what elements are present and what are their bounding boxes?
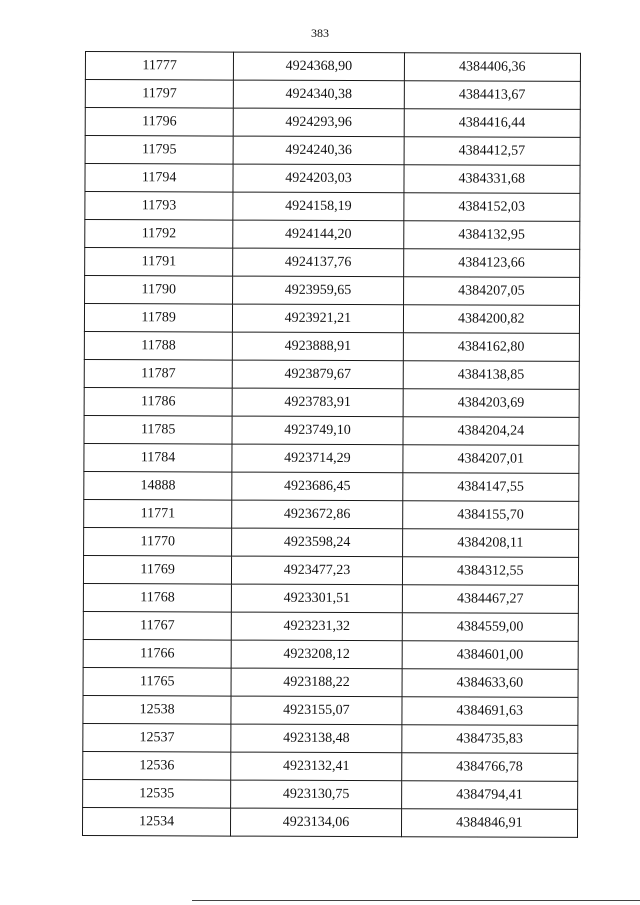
y-coordinate-cell: 4384416,44 [404,109,580,138]
point-id-cell: 12535 [83,779,231,808]
y-coordinate-cell: 4384412,57 [404,137,580,166]
table-row [84,499,579,529]
point-id-cell: 11767 [83,611,231,640]
y-coordinate-cell: 4384691,63 [402,697,578,726]
x-coordinate-cell: 4923888,91 [233,332,403,361]
x-coordinate-cell: 4924137,76 [233,248,403,277]
x-coordinate-cell: 4923672,86 [232,500,402,529]
coordinates-table [82,51,581,838]
point-id-cell: 11766 [83,639,231,668]
point-id-cell: 11796 [85,108,233,137]
point-id-cell: 11771 [84,499,232,528]
table-row [83,555,578,585]
y-coordinate-cell: 4384147,55 [402,473,578,502]
y-coordinate-cell: 4384138,85 [403,361,579,390]
y-coordinate-cell: 4384200,82 [403,305,579,334]
table-row [84,415,579,445]
table-row [84,527,579,557]
point-id-cell: 11795 [85,136,233,165]
table-row [83,695,578,725]
x-coordinate-cell: 4924340,38 [234,80,404,109]
table-row [84,443,579,473]
x-coordinate-cell: 4923714,29 [232,444,402,473]
y-coordinate-cell: 4384152,03 [403,193,579,222]
table-row [85,80,580,110]
x-coordinate-cell: 4923686,45 [232,472,402,501]
x-coordinate-cell: 4924293,96 [233,108,403,137]
table-row [84,304,579,334]
point-id-cell: 14888 [84,471,232,500]
x-coordinate-cell: 4923231,32 [232,612,402,641]
point-id-cell: 11777 [85,52,233,81]
table-row [83,639,578,669]
x-coordinate-cell: 4923301,51 [232,584,402,613]
x-coordinate-cell: 4924240,36 [233,136,403,165]
point-id-cell: 11790 [85,276,233,305]
point-id-cell: 11793 [85,192,233,221]
table-row [83,667,578,697]
y-coordinate-cell: 4384559,00 [402,613,578,642]
point-id-cell: 11768 [83,583,231,612]
y-coordinate-cell: 4384413,67 [404,81,580,110]
point-id-cell: 12534 [82,807,230,836]
point-id-cell: 11791 [85,248,233,277]
table-row [83,779,578,809]
x-coordinate-cell: 4923598,24 [232,528,402,557]
x-coordinate-cell: 4923921,21 [233,304,403,333]
x-coordinate-cell: 4923477,23 [232,556,402,585]
point-id-cell: 11770 [84,527,232,556]
y-coordinate-cell: 4384207,05 [403,277,579,306]
x-coordinate-cell: 4923959,65 [233,276,403,305]
bottom-edge-line [192,900,640,901]
table-row [85,136,580,166]
x-coordinate-cell: 4923208,12 [231,640,401,669]
x-coordinate-cell: 4924144,20 [233,220,403,249]
x-coordinate-cell: 4923138,48 [231,724,401,753]
table-row [85,52,580,82]
table-row [84,331,579,361]
x-coordinate-cell: 4923879,67 [233,360,403,389]
y-coordinate-cell: 4384207,01 [403,445,579,474]
point-id-cell: 11784 [84,443,232,472]
x-coordinate-cell: 4923132,41 [231,752,401,781]
y-coordinate-cell: 4384601,00 [402,641,578,670]
table-row [83,723,578,753]
point-id-cell: 11794 [85,164,233,193]
table-row [84,359,579,389]
y-coordinate-cell: 4384208,11 [402,529,578,558]
y-coordinate-cell: 4384766,78 [401,753,577,782]
y-coordinate-cell: 4384123,66 [403,249,579,278]
x-coordinate-cell: 4924203,03 [233,164,403,193]
y-coordinate-cell: 4384846,91 [401,809,577,838]
table-row [83,751,578,781]
x-coordinate-cell: 4923134,06 [231,808,401,837]
point-id-cell: 11789 [84,304,232,333]
table-row [85,248,580,278]
point-id-cell: 11785 [84,415,232,444]
point-id-cell: 12536 [83,751,231,780]
point-id-cell: 11769 [83,555,231,584]
x-coordinate-cell: 4923783,91 [232,388,402,417]
y-coordinate-cell: 4384204,24 [403,417,579,446]
table-row [83,583,578,613]
table-row [84,471,579,501]
y-coordinate-cell: 4384312,55 [402,557,578,586]
y-coordinate-cell: 4384794,41 [401,781,577,810]
y-coordinate-cell: 4384162,80 [403,333,579,362]
y-coordinate-cell: 4384155,70 [402,501,578,530]
point-id-cell: 11765 [83,667,231,696]
y-coordinate-cell: 4384406,36 [404,53,580,82]
point-id-cell: 11788 [84,331,232,360]
y-coordinate-cell: 4384331,68 [404,165,580,194]
table-row [85,108,580,138]
table-row [85,192,580,222]
point-id-cell: 11787 [84,359,232,388]
point-id-cell: 11797 [85,80,233,109]
table-row [85,220,580,250]
table-row [82,807,577,837]
x-coordinate-cell: 4923155,07 [231,696,401,725]
y-coordinate-cell: 4384203,69 [403,389,579,418]
point-id-cell: 11786 [84,387,232,416]
y-coordinate-cell: 4384735,83 [401,725,577,754]
x-coordinate-cell: 4924158,19 [233,192,403,221]
x-coordinate-cell: 4923130,75 [231,780,401,809]
table-row [85,276,580,306]
table-row [83,611,578,641]
x-coordinate-cell: 4924368,90 [234,52,404,81]
point-id-cell: 12537 [83,723,231,752]
point-id-cell: 11792 [85,220,233,249]
y-coordinate-cell: 4384132,95 [403,221,579,250]
table-row [84,387,579,417]
x-coordinate-cell: 4923749,10 [232,416,402,445]
y-coordinate-cell: 4384467,27 [402,585,578,614]
x-coordinate-cell: 4923188,22 [231,668,401,697]
page-number: 383 [311,26,329,40]
point-id-cell: 12538 [83,695,231,724]
table-row [85,164,580,194]
y-coordinate-cell: 4384633,60 [402,669,578,698]
coordinates-table-body [82,52,580,838]
